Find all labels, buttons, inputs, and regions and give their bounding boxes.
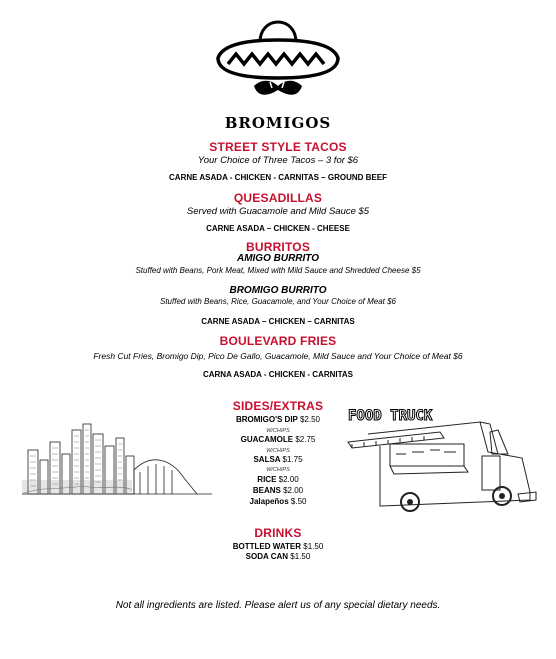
tacos-options: CARNE ASADA - CHICKEN - CARNITAS – GROUND BEEF bbox=[169, 173, 387, 182]
side-item-price: $2.75 bbox=[295, 435, 316, 444]
sides-heading: SIDES/EXTRAS bbox=[232, 399, 324, 413]
quesadillas-options: CARNE ASADA – CHICKEN - CHEESE bbox=[206, 224, 350, 233]
brand-name: BROMIGOS bbox=[224, 114, 332, 132]
fries-options: CARNA ASADA - CHICKEN - CARNITAS bbox=[202, 370, 354, 379]
tacos-heading: STREET STYLE TACOS bbox=[209, 140, 347, 154]
burritos-heading: BURRITOS bbox=[245, 240, 311, 254]
with-chips-note: W/CHIPS bbox=[266, 428, 290, 434]
drink-item-price: $1.50 bbox=[290, 552, 311, 561]
side-item-name: BROMIGO'S DIP bbox=[235, 415, 298, 424]
with-chips-note: W/CHIPS bbox=[266, 467, 290, 473]
bromigo-burrito-name: BROMIGO BURRITO bbox=[229, 285, 327, 296]
side-item-price: $.50 bbox=[290, 497, 307, 506]
sombrero-mustache-logo-icon bbox=[212, 16, 344, 110]
footer-disclaimer: Not all ingredients are listed. Please alert us of any special dietary needs. bbox=[115, 600, 441, 611]
side-item-name: Jalapeños bbox=[249, 497, 289, 506]
side-item-price: $2.50 bbox=[299, 415, 321, 424]
tacos-description: Your Choice of Three Tacos – 3 for $6 bbox=[197, 155, 359, 166]
bromigo-burrito-description: Stuffed with Beans, Rice, Guacamole, and Your Choice of Meat $6 bbox=[160, 297, 396, 306]
amigo-burrito-name: AMIGO BURRITO bbox=[236, 253, 320, 264]
side-item-name: GUACAMOLE bbox=[240, 435, 294, 444]
with-chips-note: W/CHIPS bbox=[266, 448, 290, 454]
quesadillas-heading: QUESADILLAS bbox=[233, 191, 323, 205]
truck-sign-text: FOOD TRUCK bbox=[348, 408, 433, 424]
burritos-options: CARNE ASADA – CHICKEN – CARNITAS bbox=[201, 317, 355, 326]
side-item-price: $2.00 bbox=[278, 475, 299, 484]
drink-item-name: BOTTLED WATER bbox=[232, 542, 302, 551]
drink-item-name: SODA CAN bbox=[245, 552, 289, 561]
side-item-name: BEANS bbox=[252, 486, 281, 495]
quesadillas-description: Served with Guacamole and Mild Sauce $5 bbox=[186, 206, 370, 217]
side-item-name: SALSA bbox=[253, 455, 281, 464]
side-item-price: $1.75 bbox=[282, 455, 303, 464]
drinks-heading: DRINKS bbox=[254, 526, 302, 540]
food-truck-illustration bbox=[340, 396, 540, 516]
fries-heading: BOULEVARD FRIES bbox=[219, 334, 337, 348]
amigo-burrito-description: Stuffed with Beans, Pork Meat, Mixed with Mild Sauce and Shredded Cheese $5 bbox=[135, 266, 421, 275]
side-item-price: $2.00 bbox=[283, 486, 304, 495]
side-item-name: RICE bbox=[257, 475, 277, 484]
drink-item-price: $1.50 bbox=[303, 542, 324, 551]
city-skyline-illustration bbox=[22, 420, 212, 500]
fries-description: Fresh Cut Fries, Bromigo Dip, Pico De Gallo, Guacamole, Mild Sauce and Your Choice of Meat $6 bbox=[93, 351, 463, 361]
drink-item bbox=[0, 551, 556, 562]
